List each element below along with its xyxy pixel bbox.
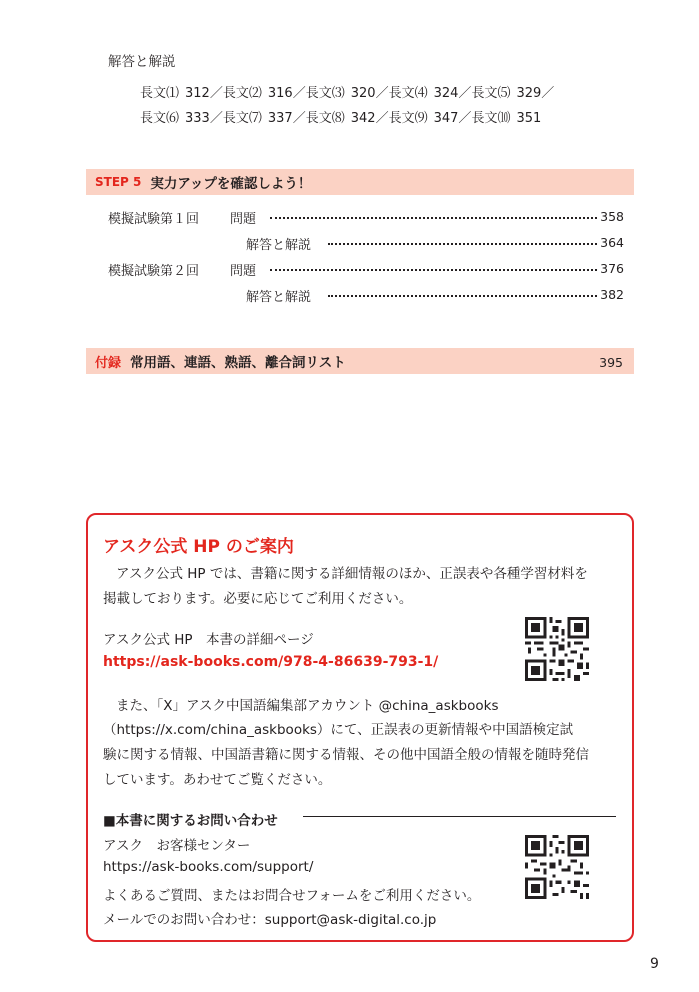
answer-ref-label: 長文⑶ (305, 86, 345, 101)
appendix-bar[interactable] (86, 348, 634, 374)
toc-test-name: 模擬試験第２回 (108, 264, 200, 279)
toc-leader-dots (270, 269, 597, 271)
answer-ref-page: 312 (185, 86, 210, 101)
page-number: 9 (650, 956, 659, 972)
appendix-page: 395 (599, 355, 623, 370)
answer-ref-page: 347 (433, 111, 459, 126)
answer-ref[interactable] (140, 111, 210, 126)
answer-ref-label: 長文⑴ (140, 86, 180, 101)
answer-ref[interactable] (306, 86, 376, 101)
answer-ref-separator: ／ (375, 111, 389, 126)
answer-ref-page: 329 (516, 86, 542, 101)
appendix-tag: 付録 (95, 355, 122, 371)
answer-ref-label: 長文⑽ (471, 111, 511, 126)
toc-row[interactable] (108, 234, 624, 253)
toc-row[interactable] (108, 260, 624, 279)
answer-ref-separator: ／ (209, 86, 223, 101)
x-account-line-3: 験に関する情報、中国語書籍に関する情報、その他中国語全般の情報を随時発信 (103, 747, 589, 763)
answer-ref-label: 長文⑼ (388, 111, 428, 126)
toc-leader-dots (328, 243, 597, 245)
answer-ref-label: 長文⑹ (140, 111, 180, 126)
answer-ref-page: 342 (350, 111, 376, 126)
toc-page: 364 (600, 235, 624, 250)
hp-qr-code-icon[interactable] (525, 617, 589, 681)
answer-ref-separator: ／ (458, 86, 472, 101)
hp-label: アスク公式 HP 本書の詳細ページ (103, 632, 314, 648)
contact-center-name: アスク お客様センター (103, 838, 251, 854)
answer-ref[interactable] (140, 86, 210, 101)
answer-ref-page: 337 (267, 111, 293, 126)
answer-ref-separator: ／ (375, 86, 389, 101)
hp-url-link[interactable]: https://ask-books.com/978-4-86639-793-1/ (103, 654, 439, 670)
answer-ref-separator: ／ (292, 86, 306, 101)
toc-page: 376 (600, 261, 624, 276)
answer-ref-label: 長文⑷ (388, 86, 428, 101)
answer-ref-page: 320 (350, 86, 376, 101)
answer-ref-separator: ／ (541, 86, 555, 101)
info-intro-line-1: アスク公式 HP では、書籍に関する詳細情報のほか、正誤表や各種学習材料を (116, 566, 588, 582)
toc-row[interactable] (108, 208, 624, 227)
step5-title: 実力アップを確認しよう！ (150, 176, 312, 192)
answer-ref-separator: ／ (209, 111, 223, 126)
appendix-title: 常用語、連語、熟語、離合詞リスト (130, 355, 346, 371)
answer-ref[interactable] (389, 86, 459, 101)
toc-leader-dots (270, 217, 597, 219)
answer-ref-page: 333 (185, 111, 210, 126)
answer-ref[interactable] (306, 111, 376, 126)
toc-test-name: 模擬試験第１回 (108, 212, 200, 227)
step5-tag: STEP 5 (95, 175, 142, 189)
toc-item: 解答と解説 (246, 290, 312, 305)
answer-ref-page: 316 (267, 86, 293, 101)
answer-ref-label: 長文⑻ (305, 111, 345, 126)
toc-page: 358 (600, 209, 624, 224)
toc-item: 問題 (230, 212, 257, 227)
step5-bar (86, 169, 634, 195)
answer-ref[interactable] (223, 111, 293, 126)
answer-ref[interactable] (471, 86, 541, 101)
answer-ref[interactable] (471, 111, 541, 126)
answer-refs-line-1 (140, 82, 554, 101)
answer-ref-separator: ／ (458, 111, 472, 126)
contact-instruction: よくあるご質問、またはお問合せフォームをご利用ください。 (103, 888, 481, 904)
support-qr-code-icon[interactable] (525, 835, 589, 899)
answer-ref-label: 長文⑺ (222, 111, 262, 126)
toc-item: 問題 (230, 264, 257, 279)
answer-ref-separator: ／ (292, 111, 306, 126)
toc-item: 解答と解説 (246, 238, 312, 253)
support-url-link[interactable]: https://ask-books.com/support/ (103, 859, 314, 875)
toc-page: 382 (600, 287, 624, 302)
contact-email[interactable]: メールでのお問い合わせ：support@ask-digital.co.jp (103, 912, 437, 928)
toc-leader-dots (328, 295, 597, 297)
answer-refs-line-2 (140, 107, 541, 126)
contact-heading-rule (303, 816, 616, 817)
answer-ref[interactable] (223, 86, 293, 101)
toc-row[interactable] (108, 286, 624, 305)
answer-ref-label: 長文⑵ (222, 86, 262, 101)
x-account-line-4: しています。あわせてご覧ください。 (103, 772, 332, 788)
info-intro-line-2: 掲載しております。必要に応じてご利用ください。 (103, 591, 413, 607)
answer-ref[interactable] (389, 111, 459, 126)
x-account-line-1: また、「X」アスク中国語編集部アカウント @china_askbooks (116, 698, 499, 714)
x-account-line-2: （https://x.com/china_askbooks）にて、正誤表の更新情報や中国語検定試 (103, 722, 574, 738)
contact-heading: ■本書に関するお問い合わせ (103, 813, 278, 829)
info-box-title: アスク公式 HP のご案内 (103, 537, 294, 557)
answers-heading: 解答と解説 (108, 54, 176, 70)
answer-ref-page: 324 (433, 86, 459, 101)
answer-ref-label: 長文⑸ (471, 86, 511, 101)
answer-ref-page: 351 (516, 111, 542, 126)
